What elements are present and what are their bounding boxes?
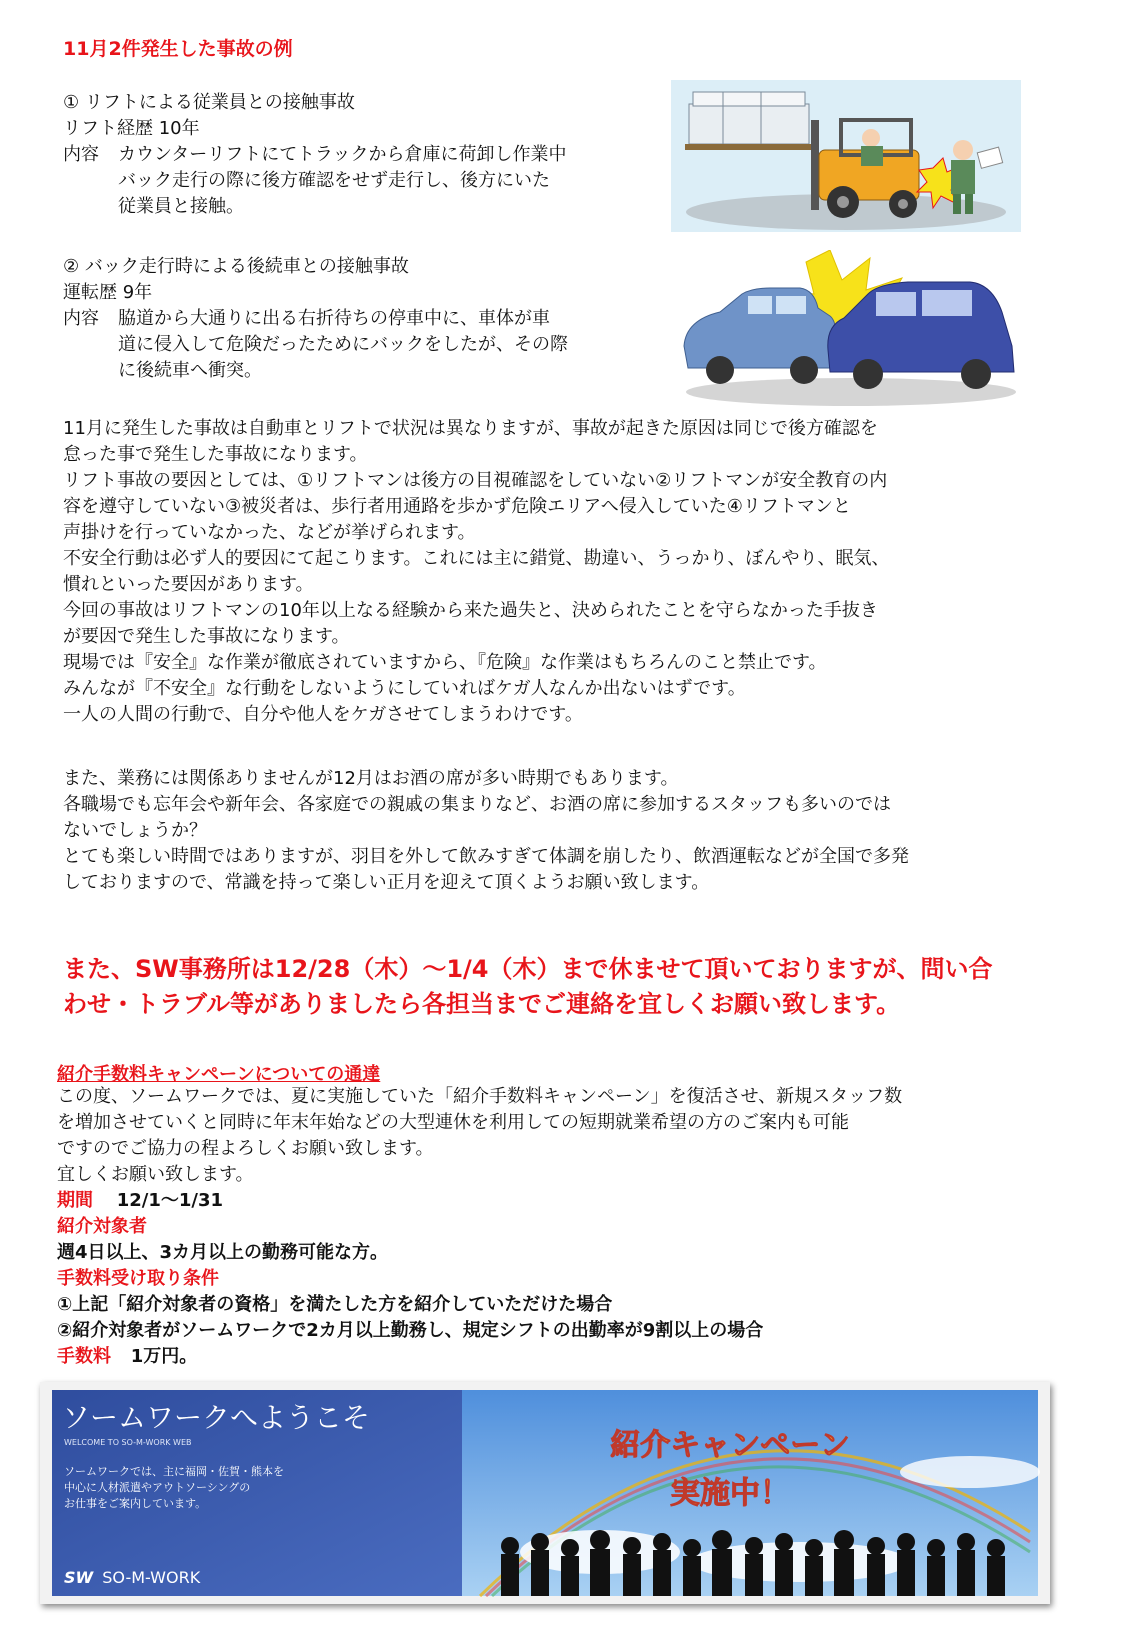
banner-campaign-line2: 実施中！ [670, 1476, 790, 1511]
body-line: 不安全行動は必ず人的要因にて起こります。これには主に錯覚、勘違い、うっかり、ぼんやり、眠気、 [63, 548, 890, 569]
period-row [57, 1188, 223, 1214]
campaign-intro [57, 1084, 902, 1188]
logo-mark: SW [64, 1568, 94, 1587]
accident2-content-label: 内容 [63, 308, 99, 329]
condition-line: ①上記「紹介対象者の資格」を満たした方を紹介していただけた場合 [57, 1294, 613, 1315]
campaign-intro-line: ですのでご協力の程よろしくお願い致します。 [57, 1138, 434, 1159]
campaign-banner [40, 1382, 1050, 1604]
accident2-content-line: 脇道から大通りに出る右折待ちの停車中に、車体が車 [118, 308, 550, 329]
body-line: また、業務には関係ありませんが12月はお酒の席が多い時期でもあります。 [63, 768, 679, 789]
body-line: 現場では『安全』な作業が徹底されていますから、『危険』な作業はもちろんのこと禁止です。 [63, 652, 827, 673]
notice-line: わせ・トラブル等がありましたら各担当までご連絡を宜しくお願い致します。 [63, 990, 901, 1018]
accident1-content-line: カウンターリフトにてトラックから倉庫に荷卸し作業中 [118, 144, 567, 165]
body-line: 声掛けを行っていなかった、などが挙げられます。 [63, 522, 476, 543]
car-collision-illustration [680, 250, 1022, 410]
target-value: 週4日以上、3カ月以上の勤務可能な方。 [57, 1242, 389, 1263]
banner-welcome-en: WELCOME TO SO-M-WORK WEB [64, 1438, 192, 1447]
banner-desc-line: 中心に人材派遣やアウトソーシングの [64, 1481, 251, 1494]
banner-campaign-line1: 紹介キャンペーン [610, 1428, 850, 1463]
accident1-experience: リフト経歴 10年 [63, 118, 200, 139]
condition-label: 手数料受け取り条件 [57, 1268, 219, 1289]
period-label: 期間 [57, 1190, 93, 1211]
condition-line: ②紹介対象者がソームワークで2カ月以上勤務し、規定シフトの出勤率が9割以上の場合 [57, 1320, 764, 1341]
accident1-content-label: 内容 [63, 144, 99, 165]
body-line: しておりますので、常識を持って楽しい正月を迎えて頂くようお願い致します。 [63, 872, 710, 893]
fee-row [57, 1344, 197, 1370]
banner-welcome: ソームワークへようこそ [62, 1401, 371, 1434]
campaign-intro-line: を増加させていくと同時に年末年始などの大型連休を利用しての短期就業希望の方のご案内も可能 [57, 1112, 849, 1133]
body-line: みんなが『不安全』な行動をしないようにしていればケガ人なんか出ないはずです。 [63, 678, 746, 699]
body-paragraph [63, 416, 890, 728]
logo-text: SO-M-WORK [102, 1568, 201, 1587]
holiday-notice [63, 952, 992, 1022]
body-line: とても楽しい時間ではありますが、羽目を外して飲みすぎて体調を崩したり、飲酒運転などが全国で多発 [63, 846, 909, 867]
body-line: 一人の人間の行動で、自分や他人をケガさせてしまうわけです。 [63, 704, 583, 725]
accident2-content-line: 道に侵入して危険だったためにバックをしたが、その際 [118, 334, 568, 355]
forklift-accident-illustration [671, 80, 1021, 232]
banner-description [64, 1464, 284, 1512]
body-line: 11月に発生した事故は自動車とリフトで状況は異なりますが、事故が起きた原因は同じで後方確認を [63, 418, 878, 439]
campaign-title: 紹介手数料キャンペーンについての通達 [57, 1064, 381, 1085]
accident2-experience: 運転歴 9年 [63, 282, 153, 303]
period-value: 12/1～1/31 [116, 1190, 224, 1211]
body-line: 容を遵守していない③被災者は、歩行者用通路を歩かず危険エリアへ侵入していた④リフトマンと [63, 496, 851, 517]
target-label: 紹介対象者 [57, 1216, 147, 1237]
notice-line: また、SW事務所は12/28（木）～1/4（木）まで休ませて頂いておりますが、問い合 [63, 955, 993, 983]
body-paragraph-2 [63, 766, 909, 896]
page-heading: 11月2件発生した事故の例 [63, 38, 293, 60]
campaign-intro-line: 宜しくお願い致します。 [57, 1164, 254, 1185]
fee-label: 手数料 [57, 1346, 111, 1367]
banner-desc-line: お仕事をご案内しています。 [64, 1497, 207, 1510]
body-line: 慣れといった要因があります。 [63, 574, 314, 595]
campaign-intro-line: この度、ソームワークでは、夏に実施していた「紹介手数料キャンペーン」を復活させ、新規スタッフ数 [57, 1086, 903, 1107]
accident1-title: ① リフトによる従業員との接触事故 [63, 92, 355, 113]
accident1-content-line: 従業員と接触。 [118, 196, 244, 217]
body-line: 怠った事で発生した事故になります。 [63, 444, 368, 465]
body-line: リフト事故の要因としては、①リフトマンは後方の目視確認をしていない②リフトマンが安全教育の内 [63, 470, 888, 491]
banner-desc-line: ソームワークでは、主に福岡・佐賀・熊本を [64, 1465, 284, 1478]
accident2-content-line: に後続車へ衝突。 [118, 360, 262, 381]
body-line: 今回の事故はリフトマンの10年以上なる経験から来た過失と、決められたことを守らなかった手抜き [63, 600, 878, 621]
accident1-content-line: バック走行の際に後方確認をせず走行し、後方にいた [118, 170, 550, 191]
accident2-title: ② バック走行時による後続車との接触事故 [63, 256, 409, 277]
fee-value: 1万円。 [130, 1346, 198, 1367]
body-line: ないでしょうか？ [63, 820, 207, 841]
banner-logo [64, 1568, 200, 1587]
body-line: 各職場でも忘年会や新年会、各家庭での親戚の集まりなど、お酒の席に参加するスタッフも多いのでは [63, 794, 891, 815]
body-line: が要因で発生した事故になります。 [63, 626, 350, 647]
